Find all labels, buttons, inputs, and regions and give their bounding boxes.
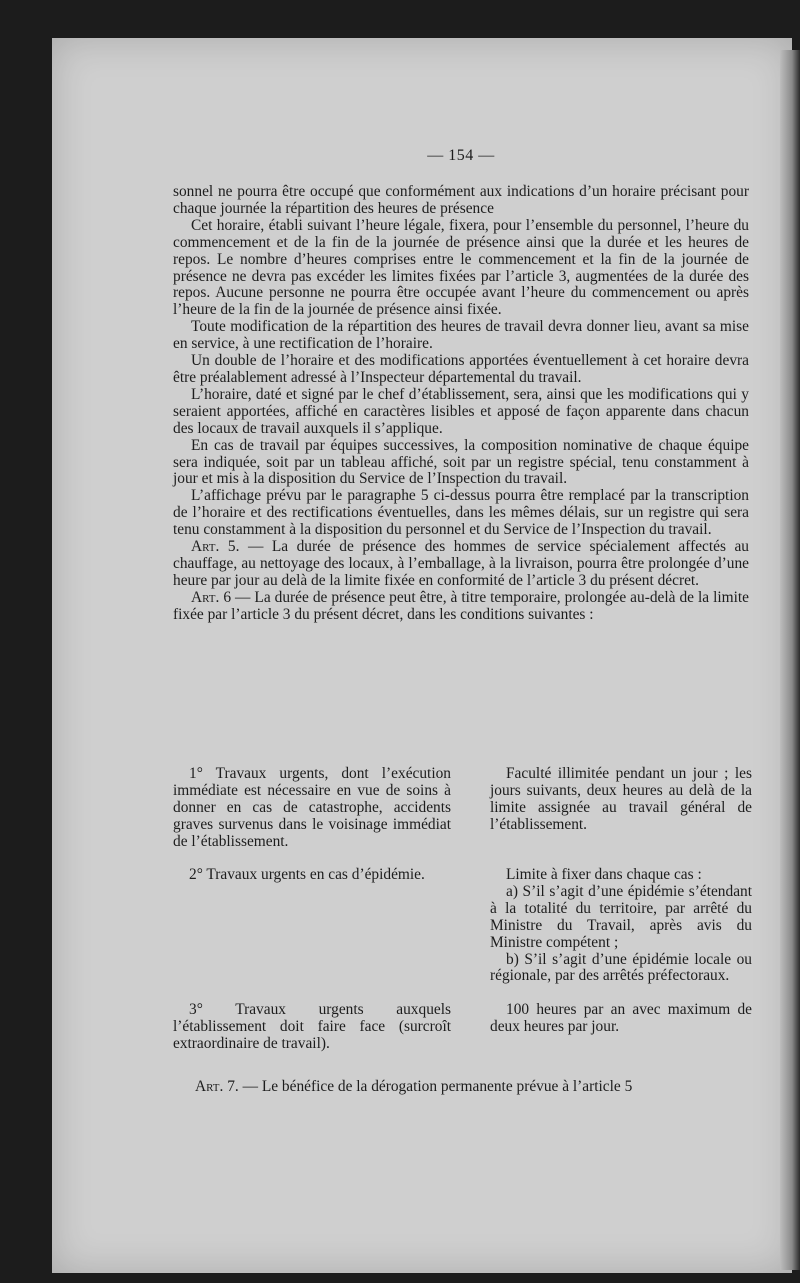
- article-6-label: Art. 6: [191, 588, 232, 606]
- paragraph-1: sonnel ne pourra être occupé que conformément aux indications d’un horaire précisant pour chaque journée la répartition des heures de présence: [173, 183, 749, 217]
- table-row2-right-a: a) S’il s’agit d’une épidémie s’étendant à la totalité du territoire, par arrêté du Ministre du Travail, après avis du Ministre compétent ;: [490, 882, 752, 951]
- table-row2-right-b: b) S’il s’agit d’une épidémie locale ou régionale, par des arrêtés préfectoraux.: [490, 950, 752, 985]
- article-7: [173, 1079, 749, 1096]
- page-edge: [780, 50, 800, 1270]
- table-row2-right-intro: Limite à fixer dans chaque cas :: [506, 866, 702, 883]
- table-row1-left-text: 1° Travaux urgents, dont l’exécution immédiate est nécessaire en vue de soins à donner en cas de catastrophe, accidents graves survenus dans le voisinage immédiat de l’établissement.: [173, 765, 451, 850]
- article-6: [173, 590, 749, 624]
- paragraph-5: L’horaire, daté et signé par le chef d’établissement, sera, ainsi que les modifications qui y seraient apportées, affiché en caractères lisibles et apposé de façon apparente dans chacun des locaux de travail auxquels il s’applique.: [173, 385, 749, 437]
- article-6-text: — La durée de présence peut être, à titre temporaire, prolongée au-delà de la limite fixée par l’article 3 du présent décret, dans les conditions suivantes :: [173, 588, 749, 623]
- article-5-text: — La durée de présence des hommes de service spécialement affectés au chauffage, au nettoyage des locaux, à l’emballage, à la livraison, pourra être prolongée d’une heure par jour au delà de la limite fixée en conformité de l’article 3 du présent décret.: [173, 538, 749, 589]
- paragraph-3: Toute modification de la répartition des heures de travail devra donner lieu, avant sa mise en service, à une rectification de l’horaire.: [173, 318, 749, 353]
- table-row1-right-text: Faculté illimitée pendant un jour ; les jours suivants, deux heures au delà de la limite assignée au travail général de l’établissement.: [490, 765, 752, 833]
- table-row3-left: [173, 1002, 451, 1053]
- table-row3-right-text: 100 heures par an avec maximum de deux heures par jour.: [490, 1001, 752, 1035]
- paragraph-6: En cas de travail par équipes successives, la composition nominative de chaque équipe sera indiquée, soit par un tableau affiché, soit par un registre spécial, tenu constamment à jour et mis à la disposition du Service de l’Inspection du travail.: [173, 436, 749, 488]
- paragraph-7: L’affichage prévu par le paragraphe 5 ci-dessus pourra être remplacé par la transcription de l’horaire et des rectifications éventuelles, dans les mêmes délais, sur un registre qui sera tenu constamment à la disposition du personnel et du Service de l’Inspection du travail.: [173, 487, 749, 539]
- paragraph-4: Un double de l’horaire et des modifications apportées éventuellement à cet horaire devra être préalablement adressé à l’Inspecteur départemental du travail.: [173, 352, 749, 386]
- table-row1-left: [173, 766, 451, 851]
- table-row2-left: [173, 867, 451, 884]
- article-7-text: — Le bénéfice de la dérogation permanente prévue à l’article 5: [238, 1078, 633, 1095]
- article-7-label: Art. 7.: [195, 1078, 239, 1095]
- table-row2-left-text: 2° Travaux urgents en cas d’épidémie.: [189, 866, 425, 883]
- page-number: — 154 —: [427, 147, 495, 164]
- table-row3-left-text: 3° Travaux urgents auxquels l’établissement doit faire face (surcroît extraordinaire de travail).: [173, 1001, 451, 1052]
- body-text: [173, 184, 749, 624]
- table-row1-right: [490, 766, 752, 834]
- table-row3-right: [490, 1002, 752, 1036]
- article-5-label: Art. 5.: [191, 538, 240, 556]
- article-5: [173, 539, 749, 590]
- table-row2-right: [490, 867, 752, 985]
- paragraph-2: Cet horaire, établi suivant l’heure légale, fixera, pour l’ensemble du personnel, l’heure du commencement et de la fin de la journée de présence ainsi que la durée et les heures de repos. Le nombre d’heures comprises entre le commencement et la fin de la journée de présence ne devra pas excéder les limites fixées par l’article 3, augmentées de la durée des repos. Aucune personne ne pourra être occupée avant l’heure du commencement ou après l’heure de la fin de la journée de présence ainsi fixée.: [173, 216, 749, 319]
